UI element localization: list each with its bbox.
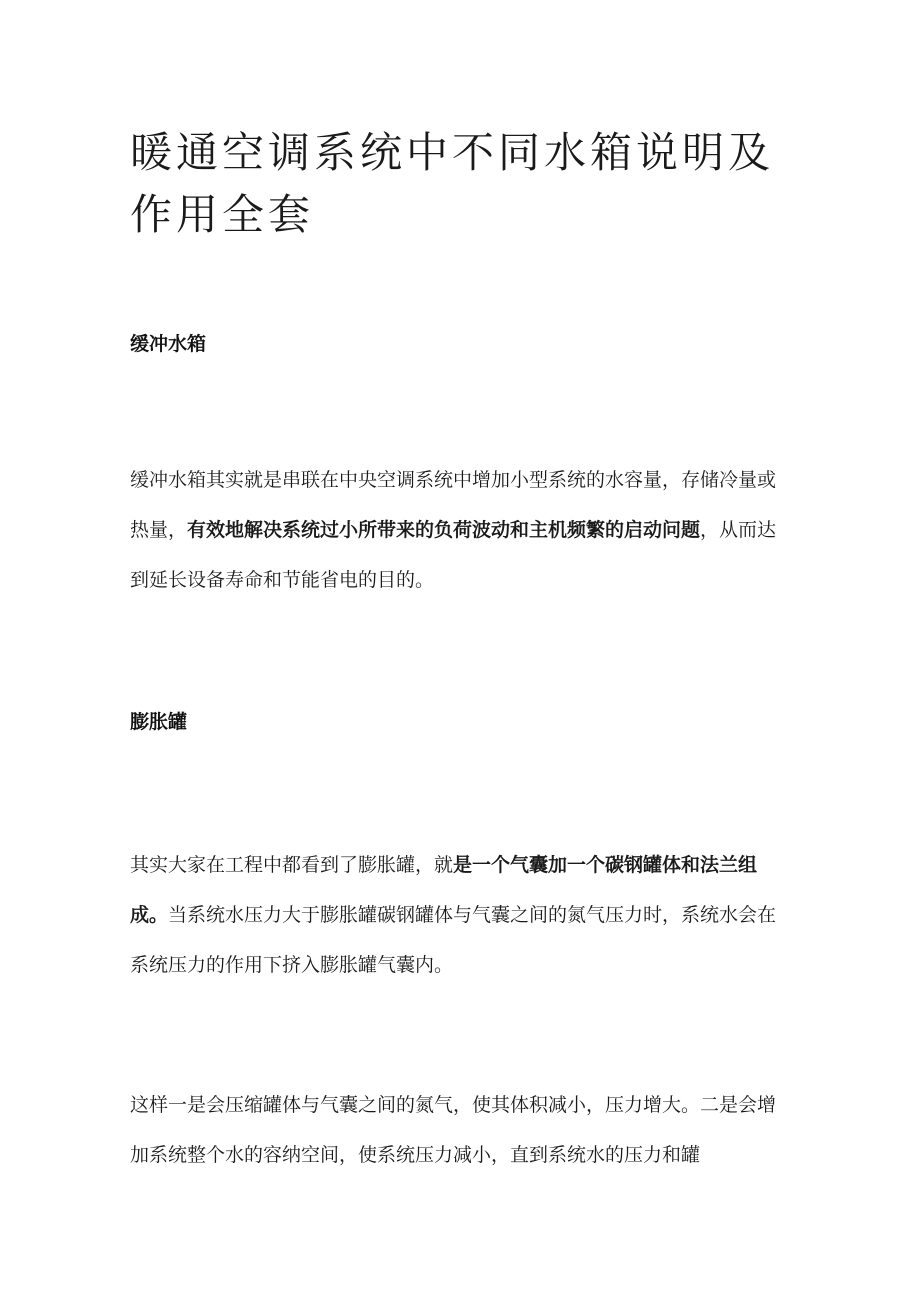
paragraph-buffer-tank — [130, 455, 780, 605]
paragraph-bold-text: 是一个气囊加一个碳钢罐体和法兰组成。 — [130, 854, 758, 926]
paragraph-text: 其实大家在工程中都看到了膨胀罐，就 — [130, 854, 454, 876]
paragraph-expansion-tank-2 — [130, 1080, 780, 1180]
paragraph-text: 当系统水压力大于膨胀罐碳钢罐体与气囊之间的氮气压力时，系统水会在系统压力的作用下挤入膨胀罐气囊内。 — [130, 904, 777, 976]
document-title: 暖通空调系统中不同水箱说明及作用全套 — [130, 128, 775, 239]
paragraph-expansion-tank-1 — [130, 840, 780, 990]
paragraph-text: ，从而达到延长设备寿命和节能省电的目的。 — [130, 519, 777, 591]
section-heading-expansion-tank: 膨胀罐 — [130, 711, 188, 733]
paragraph-text: 这样一是会压缩罐体与气囊之间的氮气，使其体积减小，压力增大。二是会增加系统整个水的容纳空间，使系统压力减小，直到系统水的压力和罐 — [130, 1094, 777, 1166]
paragraph-bold-text: 有效地解决系统过小所带来的负荷波动和主机频繁的启动问题 — [187, 519, 701, 541]
paragraph-text: 缓冲水箱其实就是串联在中央空调系统中增加小型系统的水容量，存储冷量或热量， — [130, 469, 777, 541]
section-heading-buffer-tank: 缓冲水箱 — [130, 333, 207, 355]
